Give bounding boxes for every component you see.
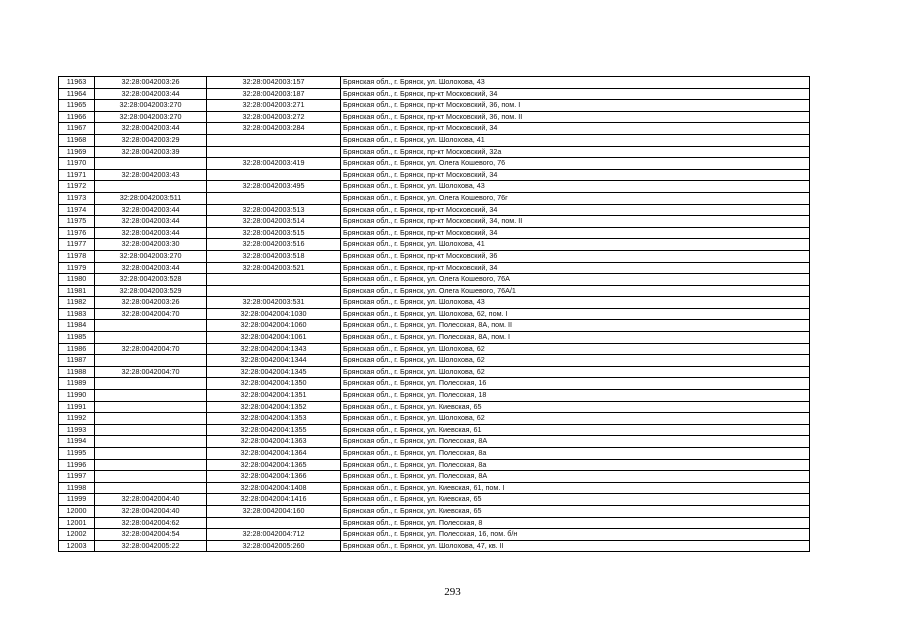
address-cell: Брянская обл., г. Брянск, ул. Киевская, 65 — [341, 505, 810, 517]
cadastral-number-cell — [95, 471, 207, 483]
table-row — [59, 297, 810, 309]
table-row — [59, 343, 810, 355]
cadastral-number-cell: 32:28:0042003:44 — [95, 262, 207, 274]
object-cadastral-number-cell: 32:28:0042003:521 — [207, 262, 341, 274]
object-cadastral-number-cell: 32:28:0042004:1345 — [207, 366, 341, 378]
table-row — [59, 482, 810, 494]
table-row — [59, 366, 810, 378]
row-number-cell: 12001 — [59, 517, 95, 529]
row-number-cell: 11983 — [59, 308, 95, 320]
address-cell: Брянская обл., г. Брянск, ул. Шолохова, 62 — [341, 413, 810, 425]
address-cell: Брянская обл., г. Брянск, ул. Шолохова, 62, пом. I — [341, 308, 810, 320]
row-number-cell: 11971 — [59, 169, 95, 181]
object-cadastral-number-cell: 32:28:0042004:1366 — [207, 471, 341, 483]
cadastral-number-cell: 32:28:0042003:44 — [95, 88, 207, 100]
row-number-cell: 11999 — [59, 494, 95, 506]
address-cell: Брянская обл., г. Брянск, ул. Полесская, 8А, пом. II — [341, 320, 810, 332]
row-number-cell: 11968 — [59, 134, 95, 146]
cadastral-number-cell: 32:28:0042003:270 — [95, 250, 207, 262]
cadastral-number-cell — [95, 378, 207, 390]
object-cadastral-number-cell: 32:28:0042003:419 — [207, 158, 341, 170]
table-row — [59, 262, 810, 274]
cadastral-number-cell: 32:28:0042003:528 — [95, 274, 207, 286]
address-cell: Брянская обл., г. Брянск, ул. Олега Кошевого, 76 — [341, 158, 810, 170]
table-row — [59, 239, 810, 251]
object-cadastral-number-cell: 32:28:0042004:1408 — [207, 482, 341, 494]
object-cadastral-number-cell: 32:28:0042004:1363 — [207, 436, 341, 448]
address-cell: Брянская обл., г. Брянск, ул. Шолохова, 41 — [341, 134, 810, 146]
object-cadastral-number-cell — [207, 169, 341, 181]
address-cell: Брянская обл., г. Брянск, ул. Полесская, 16, пом. б/н — [341, 529, 810, 541]
row-number-cell: 11963 — [59, 77, 95, 89]
table-row — [59, 401, 810, 413]
table-row — [59, 390, 810, 402]
object-cadastral-number-cell: 32:28:0042003:495 — [207, 181, 341, 193]
cadastral-number-cell: 32:28:0042004:70 — [95, 343, 207, 355]
table-row — [59, 192, 810, 204]
address-cell: Брянская обл., г. Брянск, пр-кт Московский, 36, пом. I — [341, 100, 810, 112]
address-cell: Брянская обл., г. Брянск, ул. Олега Кошевого, 76А — [341, 274, 810, 286]
address-cell: Брянская обл., г. Брянск, ул. Полесская, 8А, пом. I — [341, 332, 810, 344]
object-cadastral-number-cell — [207, 274, 341, 286]
address-cell: Брянская обл., г. Брянск, ул. Олега Кошевого, 76г — [341, 192, 810, 204]
row-number-cell: 11970 — [59, 158, 95, 170]
table-row — [59, 146, 810, 158]
table-row — [59, 134, 810, 146]
cadastral-number-cell — [95, 390, 207, 402]
address-cell: Брянская обл., г. Брянск, ул. Полесская, 16 — [341, 378, 810, 390]
address-cell: Брянская обл., г. Брянск, ул. Олега Кошевого, 76А/1 — [341, 285, 810, 297]
address-cell: Брянская обл., г. Брянск, ул. Киевская, 61 — [341, 424, 810, 436]
row-number-cell: 11982 — [59, 297, 95, 309]
row-number-cell: 11977 — [59, 239, 95, 251]
cadastral-number-cell: 32:28:0042003:270 — [95, 111, 207, 123]
object-cadastral-number-cell: 32:28:0042004:712 — [207, 529, 341, 541]
object-cadastral-number-cell: 32:28:0042003:515 — [207, 227, 341, 239]
table-row — [59, 355, 810, 367]
row-number-cell: 11987 — [59, 355, 95, 367]
cadastral-number-cell — [95, 482, 207, 494]
address-cell: Брянская обл., г. Брянск, ул. Киевская, 65 — [341, 494, 810, 506]
table-row — [59, 227, 810, 239]
cadastral-number-cell: 32:28:0042004:70 — [95, 366, 207, 378]
cadastral-number-cell — [95, 181, 207, 193]
address-cell: Брянская обл., г. Брянск, ул. Шолохова, 43 — [341, 181, 810, 193]
object-cadastral-number-cell — [207, 192, 341, 204]
row-number-cell: 11974 — [59, 204, 95, 216]
object-cadastral-number-cell — [207, 134, 341, 146]
address-cell: Брянская обл., г. Брянск, ул. Полесская, 8 — [341, 517, 810, 529]
cadastral-number-cell — [95, 332, 207, 344]
cadastral-number-cell: 32:28:0042003:44 — [95, 227, 207, 239]
cadastral-number-cell: 32:28:0042003:511 — [95, 192, 207, 204]
cadastral-number-cell: 32:28:0042003:29 — [95, 134, 207, 146]
cadastral-number-cell: 32:28:0042003:270 — [95, 100, 207, 112]
object-cadastral-number-cell: 32:28:0042004:1355 — [207, 424, 341, 436]
table-row — [59, 250, 810, 262]
cadastral-number-cell — [95, 158, 207, 170]
table-row — [59, 436, 810, 448]
table-row — [59, 158, 810, 170]
table-row — [59, 285, 810, 297]
table-row — [59, 459, 810, 471]
row-number-cell: 11995 — [59, 448, 95, 460]
object-cadastral-number-cell: 32:28:0042004:1353 — [207, 413, 341, 425]
address-cell: Брянская обл., г. Брянск, ул. Полесская, 18 — [341, 390, 810, 402]
row-number-cell: 11985 — [59, 332, 95, 344]
table-row — [59, 540, 810, 552]
table-row — [59, 123, 810, 135]
table-row — [59, 204, 810, 216]
cadastral-number-cell: 32:28:0042004:40 — [95, 494, 207, 506]
address-cell: Брянская обл., г. Брянск, пр-кт Московский, 34 — [341, 169, 810, 181]
object-cadastral-number-cell — [207, 517, 341, 529]
cadastral-number-cell: 32:28:0042004:70 — [95, 308, 207, 320]
address-cell: Брянская обл., г. Брянск, пр-кт Московский, 36 — [341, 250, 810, 262]
cadastral-number-cell: 32:28:0042003:44 — [95, 123, 207, 135]
object-cadastral-number-cell: 32:28:0042004:1350 — [207, 378, 341, 390]
address-cell: Брянская обл., г. Брянск, ул. Шолохова, 43 — [341, 77, 810, 89]
row-number-cell: 11993 — [59, 424, 95, 436]
table-row — [59, 320, 810, 332]
object-cadastral-number-cell: 32:28:0042003:284 — [207, 123, 341, 135]
cadastral-number-cell: 32:28:0042003:30 — [95, 239, 207, 251]
cadastral-number-cell: 32:28:0042003:43 — [95, 169, 207, 181]
table-row — [59, 494, 810, 506]
table-row — [59, 111, 810, 123]
object-cadastral-number-cell: 32:28:0042004:1352 — [207, 401, 341, 413]
row-number-cell: 11996 — [59, 459, 95, 471]
cadastral-number-cell — [95, 459, 207, 471]
row-number-cell: 11997 — [59, 471, 95, 483]
table-row — [59, 181, 810, 193]
table-row — [59, 424, 810, 436]
row-number-cell: 11984 — [59, 320, 95, 332]
row-number-cell: 11969 — [59, 146, 95, 158]
table-row — [59, 517, 810, 529]
row-number-cell: 11973 — [59, 192, 95, 204]
object-cadastral-number-cell: 32:28:0042003:272 — [207, 111, 341, 123]
object-cadastral-number-cell — [207, 146, 341, 158]
cadastral-number-cell: 32:28:0042004:62 — [95, 517, 207, 529]
table-row — [59, 77, 810, 89]
object-cadastral-number-cell — [207, 285, 341, 297]
object-cadastral-number-cell: 32:28:0042003:513 — [207, 204, 341, 216]
registry-table-body — [59, 77, 810, 552]
cadastral-number-cell — [95, 413, 207, 425]
row-number-cell: 11964 — [59, 88, 95, 100]
object-cadastral-number-cell: 32:28:0042003:516 — [207, 239, 341, 251]
address-cell: Брянская обл., г. Брянск, пр-кт Московский, 34 — [341, 262, 810, 274]
registry-table — [58, 76, 810, 552]
table-row — [59, 471, 810, 483]
object-cadastral-number-cell: 32:28:0042004:1365 — [207, 459, 341, 471]
cadastral-number-cell — [95, 436, 207, 448]
address-cell: Брянская обл., г. Брянск, ул. Полесская, 8А — [341, 471, 810, 483]
object-cadastral-number-cell: 32:28:0042004:1344 — [207, 355, 341, 367]
object-cadastral-number-cell: 32:28:0042003:271 — [207, 100, 341, 112]
row-number-cell: 11966 — [59, 111, 95, 123]
object-cadastral-number-cell: 32:28:0042003:187 — [207, 88, 341, 100]
row-number-cell: 12000 — [59, 505, 95, 517]
table-row — [59, 448, 810, 460]
object-cadastral-number-cell: 32:28:0042004:1060 — [207, 320, 341, 332]
address-cell: Брянская обл., г. Брянск, пр-кт Московский, 34 — [341, 204, 810, 216]
table-row — [59, 413, 810, 425]
row-number-cell: 11991 — [59, 401, 95, 413]
cadastral-number-cell — [95, 448, 207, 460]
table-row — [59, 332, 810, 344]
address-cell: Брянская обл., г. Брянск, ул. Шолохова, 62 — [341, 355, 810, 367]
cadastral-number-cell — [95, 401, 207, 413]
address-cell: Брянская обл., г. Брянск, ул. Киевская, 65 — [341, 401, 810, 413]
table-row — [59, 274, 810, 286]
address-cell: Брянская обл., г. Брянск, ул. Киевская, 61, пом. I — [341, 482, 810, 494]
cadastral-number-cell: 32:28:0042003:39 — [95, 146, 207, 158]
table-row — [59, 308, 810, 320]
page-number: 293 — [444, 586, 461, 598]
row-number-cell: 11990 — [59, 390, 95, 402]
object-cadastral-number-cell: 32:28:0042003:518 — [207, 250, 341, 262]
row-number-cell: 11976 — [59, 227, 95, 239]
table-row — [59, 216, 810, 228]
row-number-cell: 11992 — [59, 413, 95, 425]
object-cadastral-number-cell: 32:28:0042004:1061 — [207, 332, 341, 344]
object-cadastral-number-cell: 32:28:0042003:157 — [207, 77, 341, 89]
address-cell: Брянская обл., г. Брянск, пр-кт Московский, 34, пом. II — [341, 216, 810, 228]
row-number-cell: 11965 — [59, 100, 95, 112]
address-cell: Брянская обл., г. Брянск, ул. Полесская, 8а — [341, 448, 810, 460]
object-cadastral-number-cell: 32:28:0042004:160 — [207, 505, 341, 517]
address-cell: Брянская обл., г. Брянск, ул. Шолохова, 47, кв. II — [341, 540, 810, 552]
cadastral-number-cell: 32:28:0042004:54 — [95, 529, 207, 541]
row-number-cell: 11981 — [59, 285, 95, 297]
address-cell: Брянская обл., г. Брянск, пр-кт Московский, 34 — [341, 123, 810, 135]
cadastral-number-cell: 32:28:0042004:40 — [95, 505, 207, 517]
address-cell: Брянская обл., г. Брянск, ул. Шолохова, 41 — [341, 239, 810, 251]
table-row — [59, 529, 810, 541]
object-cadastral-number-cell: 32:28:0042004:1351 — [207, 390, 341, 402]
row-number-cell: 11972 — [59, 181, 95, 193]
row-number-cell: 11989 — [59, 378, 95, 390]
cadastral-number-cell: 32:28:0042003:26 — [95, 297, 207, 309]
cadastral-number-cell: 32:28:0042003:44 — [95, 204, 207, 216]
row-number-cell: 12002 — [59, 529, 95, 541]
row-number-cell: 11967 — [59, 123, 95, 135]
cadastral-number-cell — [95, 424, 207, 436]
table-row — [59, 88, 810, 100]
address-cell: Брянская обл., г. Брянск, пр-кт Московский, 34 — [341, 227, 810, 239]
row-number-cell: 11986 — [59, 343, 95, 355]
cadastral-number-cell: 32:28:0042003:26 — [95, 77, 207, 89]
object-cadastral-number-cell: 32:28:0042004:1343 — [207, 343, 341, 355]
cadastral-number-cell — [95, 320, 207, 332]
address-cell: Брянская обл., г. Брянск, ул. Полесская, 8А — [341, 436, 810, 448]
address-cell: Брянская обл., г. Брянск, пр-кт Московский, 36, пом. II — [341, 111, 810, 123]
cadastral-number-cell: 32:28:0042003:44 — [95, 216, 207, 228]
object-cadastral-number-cell: 32:28:0042005:260 — [207, 540, 341, 552]
table-row — [59, 378, 810, 390]
cadastral-number-cell: 32:28:0042003:529 — [95, 285, 207, 297]
table-row — [59, 169, 810, 181]
row-number-cell: 11975 — [59, 216, 95, 228]
row-number-cell: 11979 — [59, 262, 95, 274]
object-cadastral-number-cell: 32:28:0042003:514 — [207, 216, 341, 228]
table-row — [59, 100, 810, 112]
object-cadastral-number-cell: 32:28:0042004:1030 — [207, 308, 341, 320]
address-cell: Брянская обл., г. Брянск, ул. Полесская, 8а — [341, 459, 810, 471]
object-cadastral-number-cell: 32:28:0042004:1416 — [207, 494, 341, 506]
row-number-cell: 11994 — [59, 436, 95, 448]
table-row — [59, 505, 810, 517]
address-cell: Брянская обл., г. Брянск, пр-кт Московский, 32а — [341, 146, 810, 158]
address-cell: Брянская обл., г. Брянск, ул. Шолохова, 43 — [341, 297, 810, 309]
cadastral-number-cell: 32:28:0042005:22 — [95, 540, 207, 552]
row-number-cell: 11978 — [59, 250, 95, 262]
address-cell: Брянская обл., г. Брянск, ул. Шолохова, 62 — [341, 366, 810, 378]
row-number-cell: 11998 — [59, 482, 95, 494]
row-number-cell: 11988 — [59, 366, 95, 378]
address-cell: Брянская обл., г. Брянск, ул. Шолохова, 62 — [341, 343, 810, 355]
row-number-cell: 11980 — [59, 274, 95, 286]
object-cadastral-number-cell: 32:28:0042004:1364 — [207, 448, 341, 460]
row-number-cell: 12003 — [59, 540, 95, 552]
address-cell: Брянская обл., г. Брянск, пр-кт Московский, 34 — [341, 88, 810, 100]
object-cadastral-number-cell: 32:28:0042003:531 — [207, 297, 341, 309]
cadastral-number-cell — [95, 355, 207, 367]
